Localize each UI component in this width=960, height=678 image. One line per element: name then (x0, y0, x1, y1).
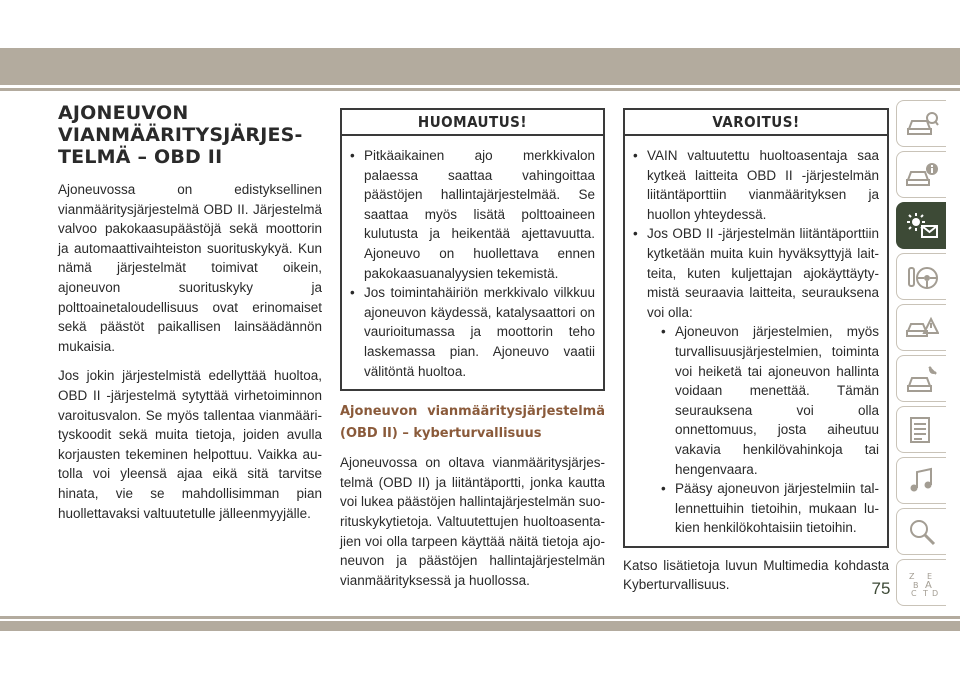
dashboard-lights-icon (905, 211, 939, 241)
notice-item-text: Jos toimintahäiriön merkkivalo vilkkuu ajoneuvon käydessä, katalysaattori on vaurioitumassa ja moottorin teho laskemassa pian. Ajoneuvo vaatii välitöntä huoltoa. (364, 285, 595, 379)
bullet: • (633, 148, 638, 163)
warning-subitem (661, 479, 879, 538)
svg-text:Z: Z (908, 571, 914, 581)
bullet: • (350, 285, 355, 301)
notice-item (350, 146, 595, 283)
warning-heading: VAROITUS! (625, 110, 887, 136)
notice-item (350, 283, 595, 381)
bullet: • (633, 226, 638, 242)
cyber-paragraph: Ajoneuvossa on oltava vianmääritysjärjestelmä (OBD II) ja liitäntäportti, jonka kautta voi lukea päästöjen hallintajärjestelmän suorituskykytietoja. Valtuutettujen huoltoasentajien voi olla tarpeen käyttää näitä tietoja ajoneuvon ja päästöjen hallintajärjestelmän vianmäärityksessä ja huollossa. (340, 455, 605, 588)
intro-paragraph: Ajoneuvossa on edistyksellinen vianmääritysjärjestelmä OBD II. Järjestelmä valvoo pakokaasupäästöjä sekä moottorin ja automaattivaihteiston suorituskykyä. Kun nämä järjestelmät toimivat oikein, ajoneuvon suorituskyky ja polttoainetaloudellisuus ovat erinomaiset sekä päästöt paikallisen lainsäädännön mukaisia. (58, 182, 322, 354)
svg-text:D: D (931, 588, 938, 598)
wrench-car-icon (905, 364, 939, 394)
notice-item-text: Pitkäaikainen ajo merkkivalon palaessa saattaa vahingoittaa päästöjen hallintajärjestelmää. Se saattaa myös lisätä polttoaineen kulutusta ja heikentää ajettavuutta. Ajoneuvo on huollettava ennen pakokaasuanalyysien tekemistä. (364, 148, 595, 281)
tab-steering[interactable] (896, 253, 946, 300)
svg-text:E: E (926, 571, 932, 581)
notice-heading: HUOMAUTUS! (342, 110, 603, 136)
svg-text:A: A (924, 579, 932, 591)
warning-list (633, 146, 879, 538)
top-band (0, 48, 960, 85)
warning-subitem-text: Ajoneuvon järjestelmien, myös turvallisuusjärjestelmien, toiminta voi heiketä tai ajoneuvon hallinta voidaan menettää. Tämän seurauksena voi olla onnettomuus, josta aiheutuu vakavia henkilövahinkoja tai hengenvaara. (675, 324, 879, 477)
column-right (623, 108, 889, 605)
top-margin (0, 0, 960, 48)
search-icon (905, 517, 939, 547)
page-number: 75 (871, 579, 891, 598)
tab-warning[interactable] (896, 304, 946, 351)
title-line-3: TELMÄ – OBD II (58, 146, 223, 168)
bottom-band (0, 621, 960, 631)
warning-box (623, 108, 889, 548)
warning-item-text: Jos OBD II -järjestelmän liitäntäporttiin kytketään muita kuin hyväksyttyjä laitteita, kuten kuljettajan ajokäyttäytymistä seuraavia laitteita, seurauksena voi olla: (647, 226, 879, 320)
bullet: • (661, 324, 666, 340)
svg-text:B: B (912, 580, 918, 590)
footer-note: Katso lisätietoja luvun Multimedia kohdasta Kyberturvallisuus. (623, 557, 889, 593)
tab-wrench-car[interactable] (896, 355, 946, 402)
car-info-icon (905, 160, 939, 190)
tab-multimedia[interactable] (896, 457, 946, 504)
car-search-icon (905, 109, 939, 139)
service-paragraph: Jos jokin järjestelmistä edellyttää huoltoa, OBD II -järjestelmä sytyttää virhetoiminnon varoitusvalon. Se myös tallentaa vianmäärityskoodit sekä muita tietoja, joiden avulla korjausten tekeminen helpottuu. Vaikka autolla voi yleensä ajaa eikä sitä tarvitse hinata, vie se mahdollisimman pian huollettavaksi valtuutetulle jälleenmyyjälle. (58, 368, 322, 521)
title-line-2: VIANMÄÄRITYSJÄRJES- (58, 124, 303, 146)
warning-triangle-icon (905, 313, 939, 343)
steering-wheel-icon (905, 262, 939, 292)
section-title (58, 102, 322, 168)
warning-subitem (661, 322, 879, 479)
top-rule (0, 88, 960, 91)
column-middle (340, 108, 605, 600)
svg-text:T: T (922, 588, 928, 598)
svg-text:C: C (910, 588, 917, 598)
warning-item-text: VAIN valtuutettu huoltoasentaja saa kytkeä laitteita OBD II -järjestelmän liitäntäporttiin vianmäärityksen ja huollon yhteydessä. (647, 148, 879, 222)
bullet: • (350, 148, 355, 163)
tab-spec-sheet[interactable] (896, 406, 946, 453)
tab-index[interactable] (896, 559, 946, 606)
cyber-subheading: Ajoneuvon vianmääritysjärjestelmä (OBD II) – kyberturvallisuus (340, 404, 605, 442)
warning-subitem-text: Pääsy ajoneuvon järjestelmiin tallennettuihin tietoihin, mukaan lukien henkilökohtaisiin tietoihin. (675, 481, 879, 536)
index-letters-icon (905, 568, 939, 598)
title-line-1: AJONEUVON (58, 102, 189, 124)
bullet: • (661, 481, 666, 497)
tab-search[interactable] (896, 508, 946, 555)
spec-sheet-icon (905, 415, 939, 445)
bottom-rule (0, 616, 960, 619)
warning-item (633, 146, 879, 224)
music-note-icon (905, 466, 939, 496)
tab-car-search[interactable] (896, 100, 946, 147)
warning-sublist (661, 322, 879, 538)
chapter-tabs (896, 100, 946, 610)
tab-car-info[interactable] (896, 151, 946, 198)
notice-list (350, 146, 595, 381)
warning-item (633, 224, 879, 538)
notice-box (340, 108, 605, 391)
tab-dashboard-lights[interactable] (896, 202, 946, 249)
column-left (58, 102, 322, 533)
